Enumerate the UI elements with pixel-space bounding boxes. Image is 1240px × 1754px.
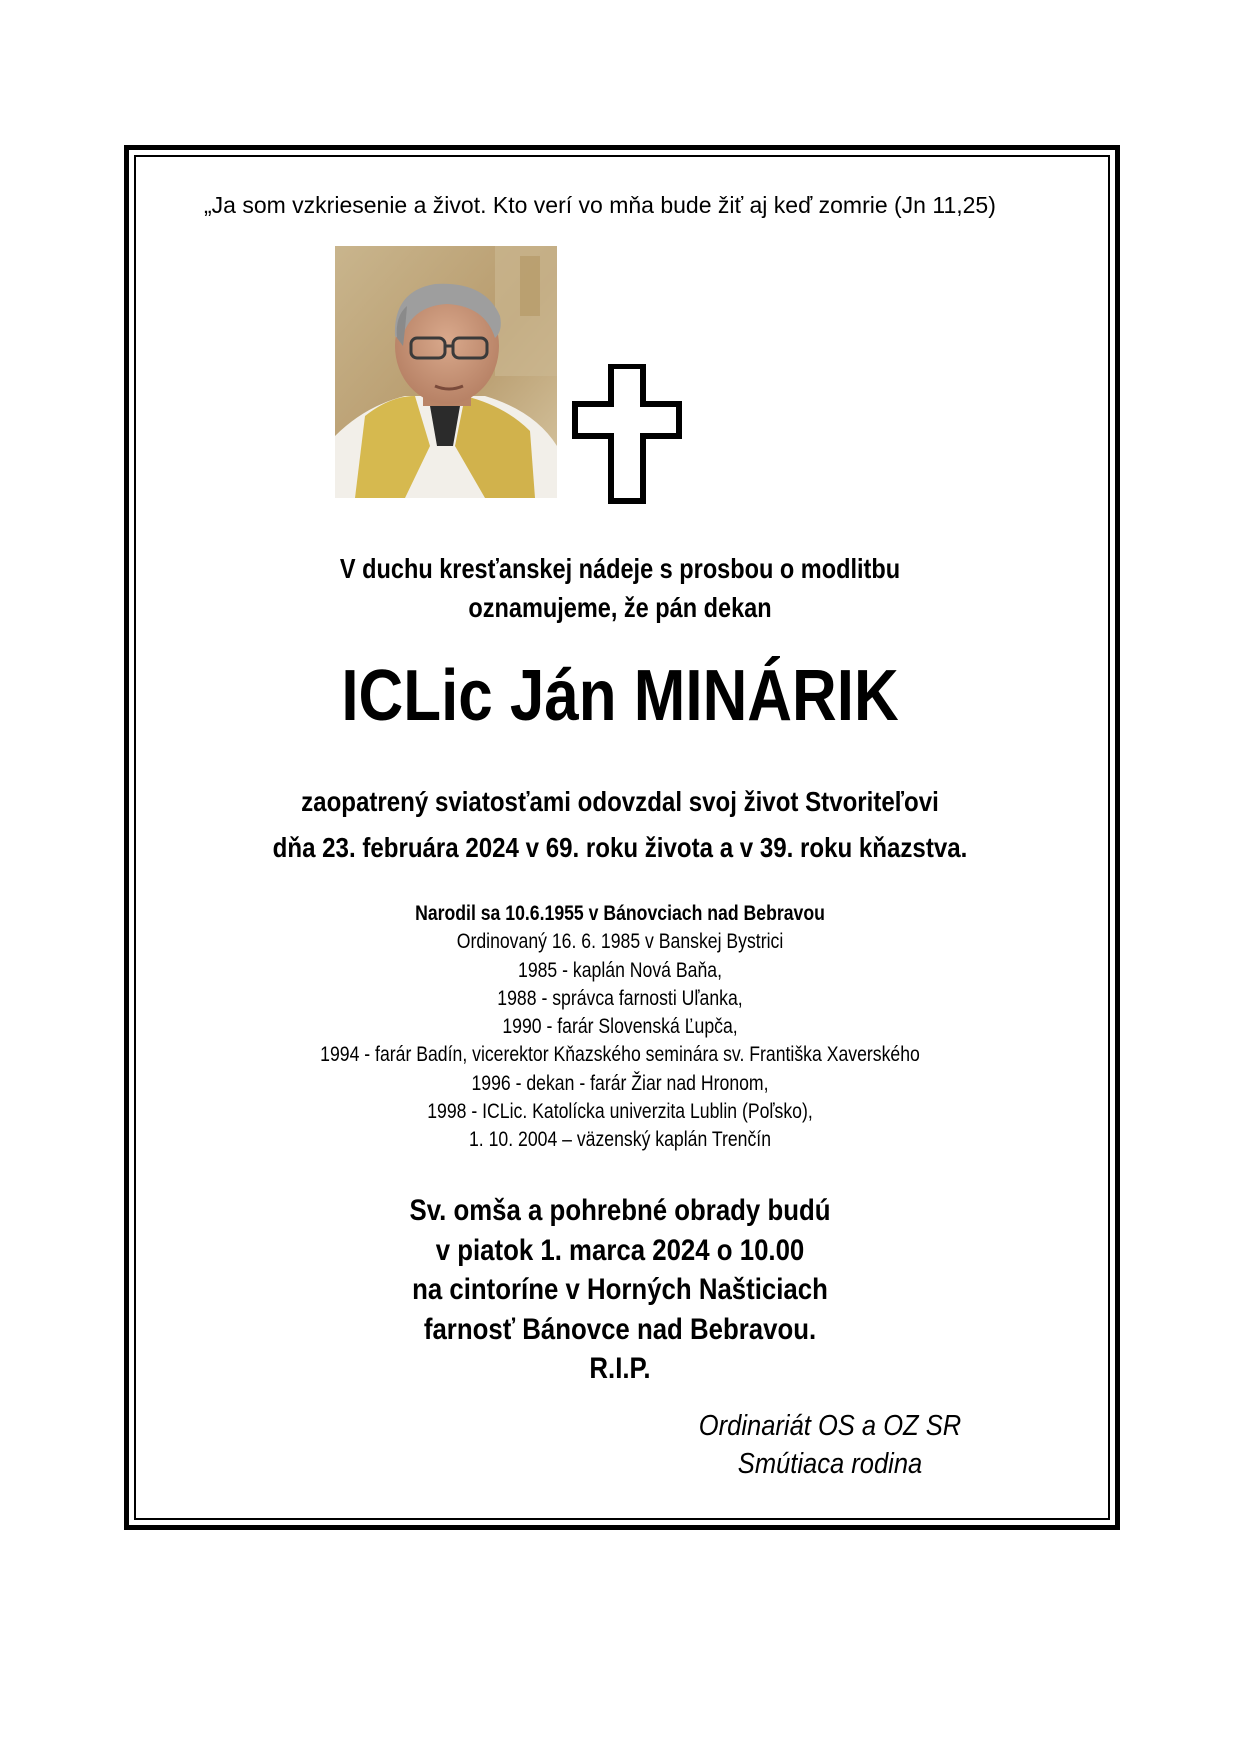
cross-icon xyxy=(572,364,682,509)
rip-text: R.I.P. xyxy=(589,1352,651,1385)
funeral-line: Sv. omša a pohrebné obrady budú xyxy=(409,1194,831,1227)
bio-line: Ordinovaný 16. 6. 1985 v Banskej Bystrici xyxy=(456,930,784,954)
death-line-2: dňa 23. februára 2024 v 69. roku života a v 39. roku kňazstva. xyxy=(272,832,968,863)
funeral-line: na cintoríne v Horných Našticiach xyxy=(412,1273,828,1306)
signature-line: Smútiaca rodina xyxy=(737,1448,923,1480)
bio-line: 1988 - správca farnosti Uľanka, xyxy=(497,986,743,1010)
funeral-line: v piatok 1. marca 2024 o 10.00 xyxy=(435,1233,805,1267)
intro-line-2: oznamujeme, že pán dekan xyxy=(468,592,772,623)
bio-line: 1994 - farár Badín, vicerektor Kňazského seminára sv. Františka Xaverského xyxy=(320,1043,920,1067)
funeral-info xyxy=(87,1191,1153,1389)
bio-line: 1985 - kaplán Nová Baňa, xyxy=(518,958,722,982)
biography xyxy=(99,900,1141,1155)
signatures xyxy=(654,1407,1006,1483)
bio-line: 1998 - ICLic. Katolícka univerzita Lublin (Poľsko), xyxy=(427,1100,813,1124)
signature-line: Ordinariát OS a OZ SR xyxy=(698,1410,962,1442)
funeral-line: farnosť Bánovce nad Bebravou. xyxy=(423,1312,817,1346)
bible-quote: „Ja som vzkriesenie a život. Kto verí vo mňa bude žiť aj keď zomrie (Jn 11,25) xyxy=(204,192,996,218)
bio-line: Narodil sa 10.6.1955 v Bánovciach nad Bebravou xyxy=(415,902,825,925)
portrait-photo xyxy=(335,246,557,498)
bio-line: 1990 - farár Slovenská Ľupča, xyxy=(502,1015,738,1039)
death-line-1: zaopatrený sviatosťami odovzdal svoj život Stvoriteľovi xyxy=(301,786,939,817)
intro-line-1: V duchu kresťanskej nádeje s prosbou o modlitbu xyxy=(339,553,901,584)
bio-line: 1996 - dekan - farár Žiar nad Hronom, xyxy=(471,1071,769,1095)
bio-line: 1. 10. 2004 – väzenský kaplán Trenčín xyxy=(468,1128,772,1152)
deceased-name: ICLic Ján MINÁRIK xyxy=(341,656,899,736)
